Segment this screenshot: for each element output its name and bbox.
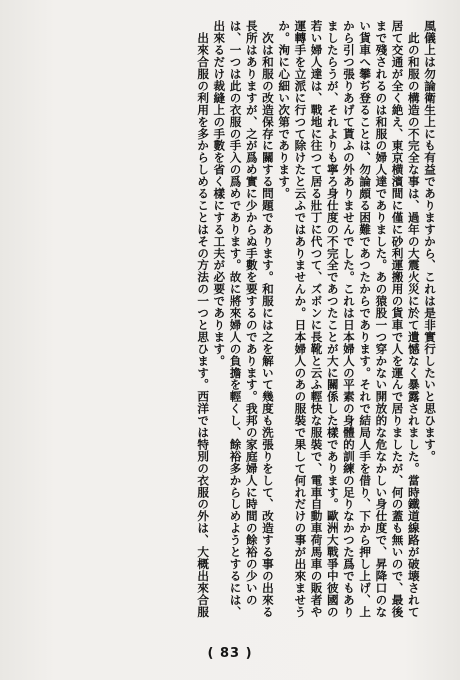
paragraph-3: 次は和服の改造保存に關する問題であります。和服には之を解いて幾度も洗張りをして、改造する事の出來る長所はありますが、之が爲め實に少からぬ手數を要するのであります。我邦の家庭婦人に時間の餘裕の少いのは、一つは此の衣服の手入の爲めであります。故に將來婦人の負擔を輕くし、餘裕多からしめようとするには、出來るだけ裁縫上の手數を省く樣にする工夫が必要であります。 (212, 20, 275, 618)
paragraph-1: 風儀上は勿論衛生上にも有益でありますから、これは是非實行したいと思ひます。 (423, 20, 437, 463)
paragraph-2: 此の和服の構造の不完全な事は、過年の大震火災に於て遺憾なく暴露されました。當時鐵道線路が破壊されて居て交通が全く絶え、東京横濱間に僅に砂利運搬用の貨車で人を運んで居りましたが、何の蓋も無いので、最後まで殘されるのは和服の婦人達でありました。あの猿股一つ穿かない開放的な危なかしい身仕度で、昇降口のない貨車へ攀ぢ登ることは、勿論頗る困難であつたからであります。それで結局人手を借り、下から押し上げ、上から引つ張りあげて貰ふの外ありませんでした。これは日本婦人の平素の身體的訓練の足りなかつた爲でもありましたらうが、それよりも寧ろ身仕度の不完全であつたことが大に關係した樣であります。歐洲大戰爭中彼國の若い婦人達は、戰地に往つて居る壯丁に代つて、ズボンに長靴と云ふ輕快な服裝で、電車自動車荷馬車の販者や運轉手を立派に行つて除けたと云ふではありませんか。日本婦人のあの服裝で果して何れだけの事が出來ませうか。洵に心細い次第であります。 (277, 20, 421, 618)
vertical-text-body (20, 20, 438, 625)
page-number: ( 83 ) (207, 646, 253, 661)
paragraph-4: 出來合服の利用を多からしめることはその方法の一つと思ひます。西洋では特別の衣服の外は、大概出來合服 (196, 20, 211, 618)
